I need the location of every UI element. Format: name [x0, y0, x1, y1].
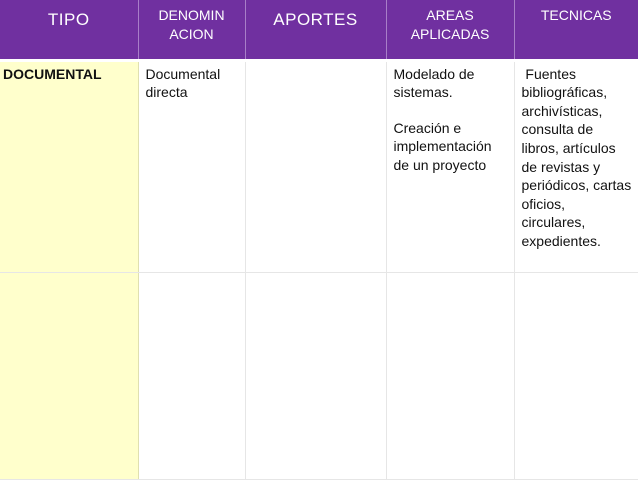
header-row: [0, 0, 638, 60]
cell-tipo: DOCUMENTAL: [0, 60, 138, 272]
table-row: [0, 60, 638, 272]
header-aportes: APORTES: [245, 0, 386, 60]
areas-item-2: Creación e implementación de un proyecto: [393, 119, 492, 173]
cell-areas-aplicadas: [386, 272, 514, 479]
table-row: [0, 272, 638, 479]
areas-item-1: Modelado de sistemas.: [393, 65, 475, 101]
cell-tecnicas: [514, 272, 638, 479]
cell-denominacion: Documental directa: [138, 60, 245, 272]
header-denominacion: DENOMIN ACION: [138, 0, 245, 60]
cell-tipo: [0, 272, 138, 479]
header-areas-aplicadas: AREAS APLICADAS: [386, 0, 514, 60]
cell-aportes: [245, 60, 386, 272]
cell-aportes: [245, 272, 386, 479]
cell-areas-aplicadas: [386, 60, 514, 272]
cell-tecnicas: Fuentes bibliográficas, archivísticas, consulta de libros, artículos de revistas y periódicos, cartas oficios, circulares, expedientes.: [514, 60, 638, 272]
header-tecnicas: TECNICAS: [514, 0, 638, 60]
cell-denominacion: [138, 272, 245, 479]
header-tipo: TIPO: [0, 0, 138, 60]
